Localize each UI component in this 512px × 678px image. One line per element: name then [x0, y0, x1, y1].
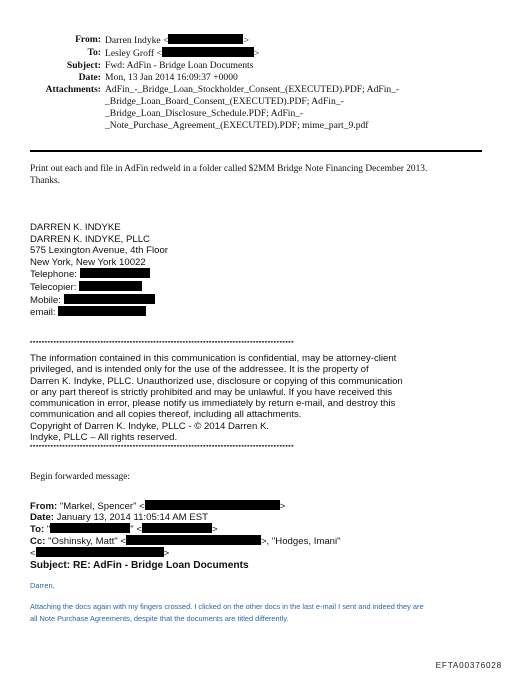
subject-value: Fwd: AdFin - Bridge Loan Documents — [105, 60, 254, 71]
reply-line: all Note Purchase Agreements, despite that the documents are titled differently. — [30, 613, 289, 623]
fwd-subject-value: RE: AdFin - Bridge Loan Documents — [73, 560, 249, 571]
notice-line: or any part thereof is strictly prohibited and may be unlawful. If you have received this — [30, 386, 393, 398]
notice-line: privileged, and is intended only for the use of the addressee. It is the property of — [30, 364, 369, 376]
signature-address: 575 Lexington Avenue, 4th Floor — [30, 245, 168, 257]
reply-body — [30, 601, 500, 625]
fwd-cc-cont: < — [30, 548, 36, 559]
telephone-label: Telephone: — [30, 269, 77, 281]
date-value: Mon, 13 Jan 2014 16:09:37 +0000 — [105, 72, 238, 83]
redaction-box — [142, 523, 212, 533]
confidentiality-notice — [30, 353, 470, 443]
fwd-cc-value: "Oshinsky, Matt" < — [48, 536, 126, 547]
redaction-box — [36, 547, 164, 557]
attachments-label: Attachments: — [45, 84, 101, 95]
redaction-box — [50, 523, 130, 533]
attachment-line: AdFin_-_Bridge_Loan_Stockholder_Consent_(EXECUTED).PDF; AdFin_- — [105, 84, 400, 95]
notice-line: The information contained in this communication is confidential, may be attorney-client — [30, 353, 397, 364]
forwarded-header: From: "Markel, Spencer" < > Date: January 13, 2014 11:05:14 AM EST To: " " < > Cc: "Oshinsky, Matt" < >, "Hodges, Imani" < > Subject: RE: AdFin - Bridge Loan Documents — [30, 501, 341, 571]
subject-row — [30, 60, 490, 72]
fwd-to-mid: " < — [130, 524, 142, 535]
redaction-box — [79, 281, 142, 291]
attachment-line: _Bridge_Loan_Disclosure_Schedule.PDF; AdFin_- — [105, 108, 304, 119]
signature-firm: DARREN K. INDYKE, PLLC — [30, 233, 150, 245]
telecopier-label: Telecopier: — [30, 281, 77, 293]
notice-line: communication and all copies thereof, including all attachments. — [30, 409, 302, 421]
attachment-line: _Note_Purchase_Agreement_(EXECUTED).PDF; mime_part_9.pdf — [105, 120, 369, 131]
notice-line: Indyke, PLLC – All rights reserved. — [30, 432, 178, 444]
reply-line: Attaching the docs again with my fingers crossed. I clicked on the other docs in the last e-mail I sent and indeed they are — [30, 602, 424, 611]
redaction-box — [80, 268, 150, 278]
attachments-list — [105, 84, 490, 132]
signature-city: New York, New York 10022 — [30, 256, 146, 268]
fwd-to-label: To: — [30, 524, 45, 535]
fwd-cc-tail: >, "Hodges, Imani" — [260, 536, 341, 547]
from-value: Darren Indyke < — [105, 35, 169, 46]
subject-label: Subject: — [66, 60, 101, 71]
fwd-to-value: " — [46, 524, 51, 535]
notice-line: Copyright of Darren K. Indyke, PLLC - © 2014 Darren K. — [30, 420, 270, 432]
message-line: Thanks. — [30, 176, 60, 186]
from-row: From: Darren Indyke < > — [30, 34, 490, 47]
redaction-box — [58, 306, 146, 316]
message-line: Print out each and file in AdFin redweld in a folder called $2MM Bridge Note Financing December 2013. — [30, 164, 428, 174]
attachments-row — [30, 84, 490, 132]
to-row: To: Lesley Groff < > — [30, 47, 490, 60]
notice-line: Darren K. Indyke, PLLC. Unauthorized use, disclosure or copying of this communication — [30, 375, 403, 387]
star-separator: ****************************************************************************************** — [30, 341, 295, 347]
redaction-box — [64, 294, 155, 304]
email-label: email: — [30, 307, 56, 319]
bates-number: EFTA00376028 — [435, 661, 502, 670]
mobile-label: Mobile: — [30, 294, 61, 306]
redaction-box — [162, 47, 254, 57]
notice-line: communication in error, please notify us immediately by return e-mail, and destroy this — [30, 398, 396, 410]
fwd-date-label: Date: — [30, 512, 54, 523]
redaction-box — [168, 34, 243, 44]
redaction-box — [126, 535, 261, 545]
attachment-line: _Bridge_Loan_Board_Consent_(EXECUTED).PDF; AdFin_- — [105, 96, 344, 107]
fwd-date-value: January 13, 2014 11:05:14 AM EST — [56, 512, 208, 523]
message-body — [30, 163, 490, 187]
fwd-cc-label: Cc: — [30, 536, 46, 547]
email-header — [30, 34, 490, 132]
reply-greeting: Darren, — [30, 581, 55, 590]
signature-name: DARREN K. INDYKE — [30, 222, 121, 233]
date-label: Date: — [78, 72, 101, 83]
fwd-subject-label: Subject: — [30, 560, 71, 571]
forwarded-intro: Begin forwarded message: — [30, 472, 130, 482]
from-label: From: — [75, 34, 101, 45]
date-row — [30, 72, 490, 84]
redaction-box — [145, 500, 280, 510]
signature-block — [30, 222, 168, 319]
fwd-from-value: "Markel, Spencer" < — [59, 501, 145, 512]
to-label: To: — [87, 47, 101, 58]
to-value: Lesley Groff < — [105, 48, 162, 59]
fwd-from-label: From: — [30, 501, 58, 512]
star-separator: ****************************************************************************************** — [30, 445, 295, 451]
header-divider — [30, 150, 482, 152]
